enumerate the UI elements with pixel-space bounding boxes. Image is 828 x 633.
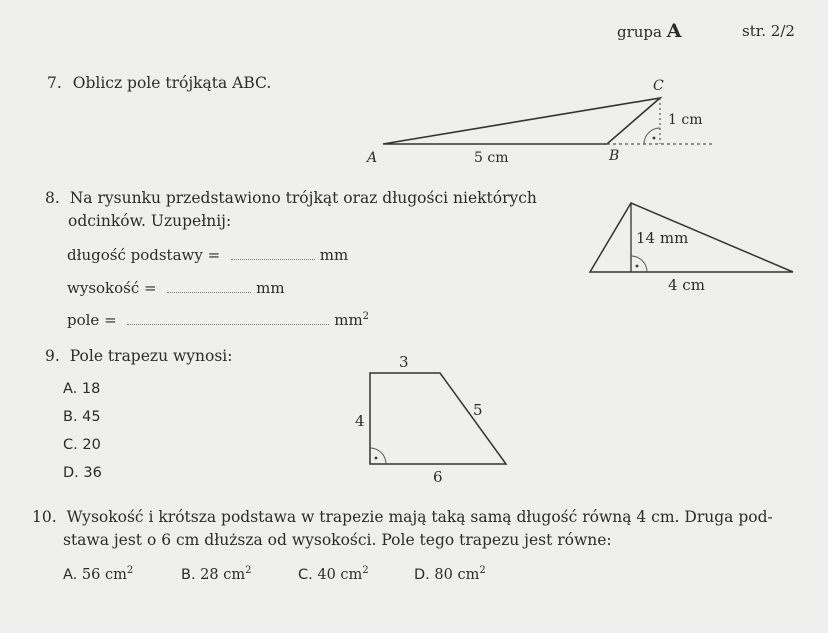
q10-option-a-letter: A.: [63, 567, 78, 583]
q9-bottom-length: 6: [433, 468, 443, 486]
question-9-number: 9.: [45, 347, 60, 365]
q9-trapezoid: [370, 373, 506, 464]
group-letter: A: [666, 20, 682, 42]
q8-area-label: pole =: [67, 311, 117, 329]
q10-option-c[interactable]: [298, 565, 369, 583]
q9-slant-length: 5: [473, 401, 483, 419]
q10-option-c-letter: C.: [298, 567, 313, 583]
q8-height-unit: mm: [256, 279, 285, 297]
q8-base-unit: mm: [319, 246, 349, 264]
page-number: str. 2/2: [742, 22, 795, 40]
q9-option-c[interactable]: C. 20: [63, 437, 101, 453]
q10-option-a-exp: 2: [126, 565, 134, 576]
q9-option-a[interactable]: A. 18: [63, 381, 101, 397]
question-8-line2: odcinków. Uzupełnij:: [68, 212, 232, 230]
q8-area-exponent: 2: [362, 311, 370, 322]
q10-option-a-value: 56 cm: [81, 567, 127, 583]
q10-option-d-exp: 2: [479, 565, 486, 576]
q10-option-d[interactable]: [414, 565, 486, 583]
q10-option-c-value: 40 cm: [317, 567, 363, 583]
question-10-line1: Wysokość i krótsza podstawa w trapezie mają taką samą długość równą 4 cm. Druga pod-: [66, 508, 773, 526]
q9-left-length: 4: [355, 412, 365, 430]
group-label: grupa: [617, 23, 662, 41]
q8-height-length: 14 mm: [636, 229, 689, 247]
question-9-text: Pole trapezu wynosi:: [69, 347, 233, 365]
q9-option-d[interactable]: D. 36: [63, 465, 102, 481]
q7-label-b: B: [609, 148, 620, 164]
q9-right-angle-mark: [370, 448, 386, 464]
question-8-number: 8.: [45, 189, 60, 207]
q10-option-d-value: 80 cm: [434, 567, 480, 583]
q8-area-unit: mm: [334, 311, 363, 329]
q7-height-length: 1 cm: [668, 112, 703, 128]
q7-base-length: 5 cm: [474, 150, 509, 166]
q10-option-d-letter: D.: [414, 567, 430, 583]
q10-option-a[interactable]: [63, 565, 133, 583]
question-10: [32, 508, 773, 526]
q9-top-length: 3: [399, 353, 409, 371]
q9-right-angle-dot: [375, 457, 378, 460]
question-7-number: 7.: [47, 74, 62, 92]
q9-option-b[interactable]: B. 45: [63, 409, 101, 425]
q10-option-b-value: 28 cm: [200, 567, 246, 583]
question-7-text: Oblicz pole trójkąta ABC.: [72, 74, 272, 92]
question-10-line2: stawa jest o 6 cm dłuższa od wysokości. Pole tego trapezu jest równe:: [63, 531, 612, 549]
q10-option-b[interactable]: [181, 565, 251, 583]
question-10-number: 10.: [32, 508, 57, 526]
q10-option-b-exp: 2: [245, 565, 252, 576]
q8-base-length: 4 cm: [668, 276, 705, 294]
q10-option-c-exp: 2: [362, 565, 369, 576]
q8-base-label: długość podstawy =: [67, 246, 221, 264]
question-8-line1: Na rysunku przedstawiono trójkąt oraz długości niektórych: [69, 189, 537, 207]
q8-height-label: wysokość =: [67, 279, 157, 297]
q7-label-c: C: [653, 78, 664, 94]
q10-option-b-letter: B.: [181, 567, 196, 583]
q7-label-a: A: [367, 150, 378, 166]
